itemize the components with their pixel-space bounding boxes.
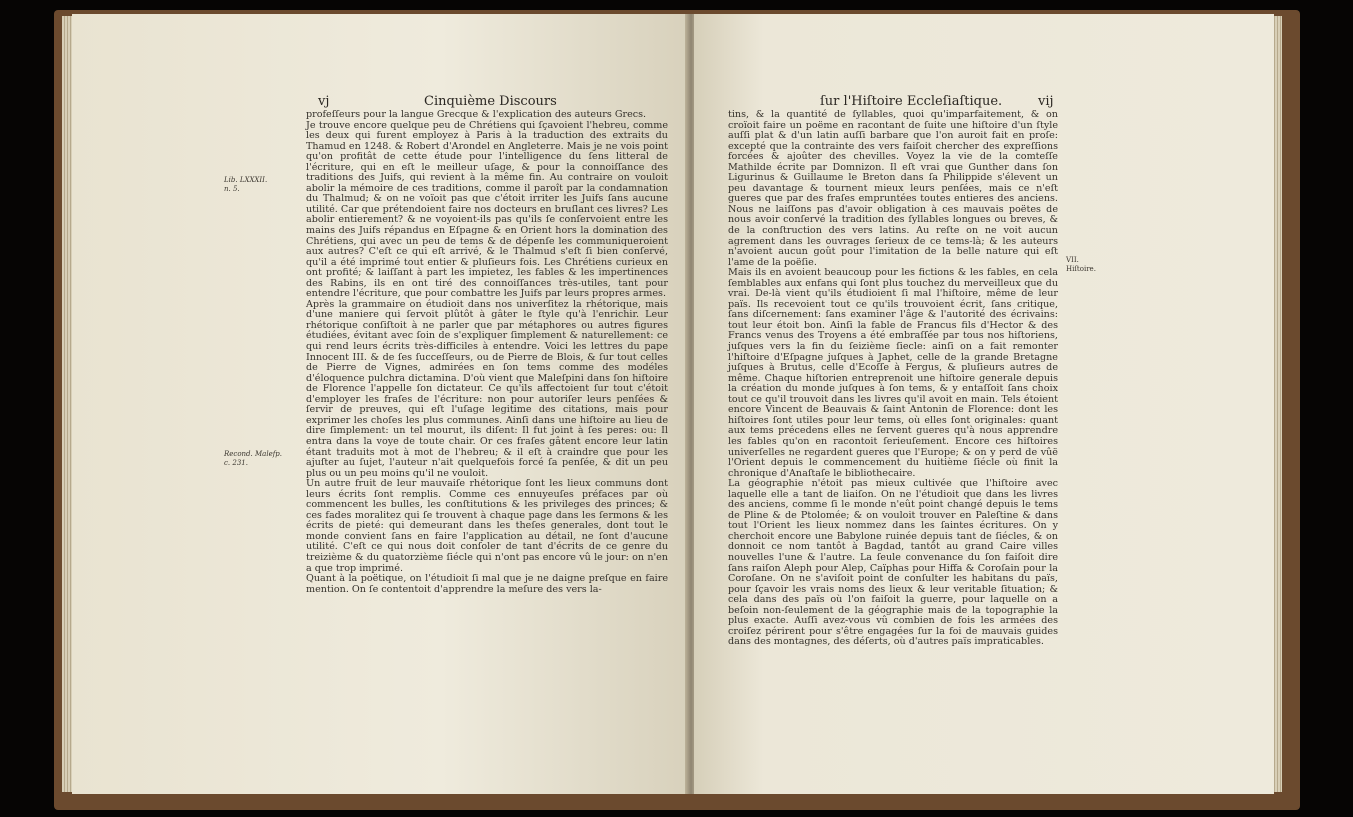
margin-note: Recond. Malefp. c. 231. [224, 450, 283, 467]
margin-note: Lib. LXXXII. n. 5. [224, 176, 268, 193]
left-running-title: Cinquième Discours [424, 94, 557, 109]
margin-note: VII. Hiſtoire. [1066, 256, 1096, 273]
left-page-number: vj [318, 94, 330, 109]
right-body-text: tins, & la quantité de ſyllables, quoi qu'imparfaitement, & on croïoit faire un poëme en racontant de ſuite une hiſtoire d'un ſtyle auſſi plat & d'un latin auſſi barbare que l'on auroit fait en proſe: excepté que la contrainte des vers faiſoit chercher des expreſſions forcées & ajoûter des chevilles. Voyez la vie de la comteſſe Mathilde écrite par Domnizon. Il eſt vrai que Gunther dans ſon Ligurinus & Guillaume le Breton dans ſa Philippide s'élevent un peu davantage & tournent mieux leurs penſées, mais ce n'eſt gueres que par des fraſes empruntées toutes entieres des anciens. Nous ne laiſſons pas d'avoir obligation à ces mauvais poëtes de nous avoir conſervé la tradition des ſyllables longues ou breves, & de la conſtruction des vers latins. Au reſte on ne voit aucun agrement dans les ouvrages ſerieux de ce tems-là; & les auteurs n'avoient aucun goût pour l'imitation de la belle nature qui eſt l'ame de la poëſie. Mais ils en avoient beaucoup pour les fictions & les fables, en cela ſemblables aux enfans qui ſont plus touchez du merveilleux que du vrai. De-là vient qu'ils étudioient ſi mal l'hiſtoire, même de leur païs. Ils recevoient tout ce qu'ils trouvoient écrit, ſans critique, ſans diſcernement: ſans examiner l'âge & l'autorité des écrivains: tout leur étoit bon. Ainſi la fable de Francus fils d'Hector & des Francs venus des Troyens a été embraſſée par tous nos hiſtoriens, juſques vers la fin du ſeizième ſiecle: ainſi on a fait remonter l'hiſtoire d'Eſpagne juſques à Japhet, celle de la grande Bretagne juſques à Brutus, celle d'Ecoſſe à Fergus, & pluſieurs autres de même. Chaque hiſtorien entreprenoit une hiſtoire generale depuis la création du monde juſques à ſon tems, & y entaſſoit ſans choix tout ce qu'il trouvoit dans les livres qu'il avoit en main. Tels étoient encore Vincent de Beauvais & ſaint Antonin de Florence: dont les hiſtoires ſont utiles pour leur tems, où elles ſont originales: quant aux tems précedens elles ne ſervent gueres qu'à nous apprendre les fables qu'on en racontoit ſerieuſement. Encore ces hiſtoires univerſelles ne regardent gueres que l'Europe; & on y perd de vûë l'Orient depuis le commencement du huitième ſiécle où finit la chronique d'Anaſtaſe le bibliothecaire. La géographie n'étoit pas mieux cultivée que l'hiſtoire avec laquelle elle a tant de liaiſon. On ne l'étudioit que dans les livres des anciens, comme ſi le monde n'eût point changé depuis le tems de Pline & de Ptolomée; & on vouloit trouver en Paleſtine & dans tout l'Orient les lieux nommez dans les ſaintes écritures. On y cherchoit encore une Babylone ruinée depuis tant de ſiécles, & on donnoit ce nom tantôt à Bagdad, tantôt au grand Caire villes nouvelles l'une & l'autre. La ſeule convenance du ſon faiſoit dire ſans raiſon Aleph pour Alep, Caïphas pour Hiffa & Coroſain pour la Coroſane. On ne s'aviſoit point de conſulter les habitans du païs, pour ſçavoir les vrais noms des lieux & leur veritable ſituation; & cela dans des païs où l'on faiſoit la guerre, pour laquelle on a beſoin non-ſeulement de la géographie mais de la topographie la plus exacte. Auſſi avez-vous vû combien de fois les armées des croiſez périrent pour s'être engagées ſur la foi de mauvais guides dans des montagnes, des déſerts, où d'autres païs impraticables. [728, 109, 1058, 648]
right-page-number: vij [1038, 94, 1054, 109]
right-running-title: ſur l'Hiſtoire Eccleſiaſtique. [820, 94, 1003, 109]
left-body-text: profeſſeurs pour la langue Grecque & l'explication des auteurs Grecs. Je trouve encore quelque peu de Chrétiens qui ſçavoient l'hebreu, comme les deux qui furent employez à Paris à la traduction des extraits du Thamud en 1248. & Robert d'Arondel en Angleterre. Mais je ne vois point qu'on profitât de cette étude pour l'intelligence du ſens litteral de l'écriture, qui en eſt le meilleur uſage, & pour la connoiſſance des traditions des Juifs, qui revient à la même fin. Au contraire on vouloit abolir la mémoire de ces traditions, comme il paroît par la condamnation du Thalmud; & on ne voïoit pas que c'étoit irriter les Juifs ſans aucune utilité. Car que prétendoient faire nos docteurs en bruſlant ces livres? Les abolir entierement? & ne voyoient-ils pas qu'ils ſe conſervoient entre les mains des Juifs répandus en Eſpagne & en Orient hors la domination des Chrétiens, qui avec un peu de tems & de dépenſe les communiqueroient aux autres? C'eſt ce qui eſt arrivé, & le Thalmud s'eſt ſi bien conſervé, qu'il a été imprimé tout entier & pluſieurs fois. Les Chrétiens curieux en ont profité; & laiſſant à part les impietez, les fables & les impertinences des Rabins, ils en ont tiré des connoiſſances très-utiles, tant pour entendre l'écriture, que pour combattre les Juifs par leurs propres armes. Après la grammaire on étudioit dans nos univerſitez la rhétorique, mais d'une maniere qui ſervoit plûtôt à gâter le ſtyle qu'à l'enrichir. Leur rhétorique conſiſtoit à ne parler que par métaphores ou autres figures étudiées, évitant avec ſoin de s'expliquer ſimplement & naturellement: ce qui rend leurs écrits très-difficiles à entendre. Voici les lettres du pape Innocent III. & de ſes ſucceſſeurs, ou de Pierre de Blois, & ſur tout celles de Pierre de Vignes, admirées en ſon tems comme des modéles d'éloquence pulchra dictamina. D'où vient que Maleſpini dans ſon hiſtoire de Florence l'appelle ſon dictateur. Ce qu'ils affectoient ſur tout c'étoit d'employer les fraſes de l'écriture: non pour autoriſer leurs penſées & ſervir de preuves, qui eſt l'uſage legitime des citations, mais pour exprimer les choſes les plus communes. Ainſi dans une hiſtoire au lieu de dire ſimplement: un tel mourut, ils diſent: Il fut joint à ſes peres: ou: Il entra dans la voye de toute chair. Or ces fraſes gâtent encore leur latin étant traduits mot à mot de l'hebreu; & il eſt à craindre que pour les ajuſter au ſujet, l'auteur n'ait quelquefois forcé ſa penſée, & dit un peu plus ou un peu moins qu'il ne vouloit. Un autre fruit de leur mauvaiſe rhétorique ſont les lieux communs dont leurs écrits ſont remplis. Comme ces ennuyeuſes préfaces par où commencent les bulles, les conſtitutions & les privileges des princes; & ces fades moralitez qui ſe trouvent à chaque page dans les ſermons & les écrits de pieté: qui demeurant dans les theſes generales, dont tout le monde convient ſans en faire l'application au détail, ne ſont d'aucune utilité. C'eſt ce qui nous doit conſoler de tant d'écrits de ce genre du treizième & du quatorzième ſiécle qui n'ont pas encore vû le jour: on n'en a que trop imprimé. Quant à la poëtique, on l'étudioit ſi mal que je ne daigne preſque en faire mention. On ſe contentoit d'apprendre la meſure des vers la- [306, 109, 668, 595]
left-page [72, 14, 689, 794]
right-page [694, 14, 1274, 794]
